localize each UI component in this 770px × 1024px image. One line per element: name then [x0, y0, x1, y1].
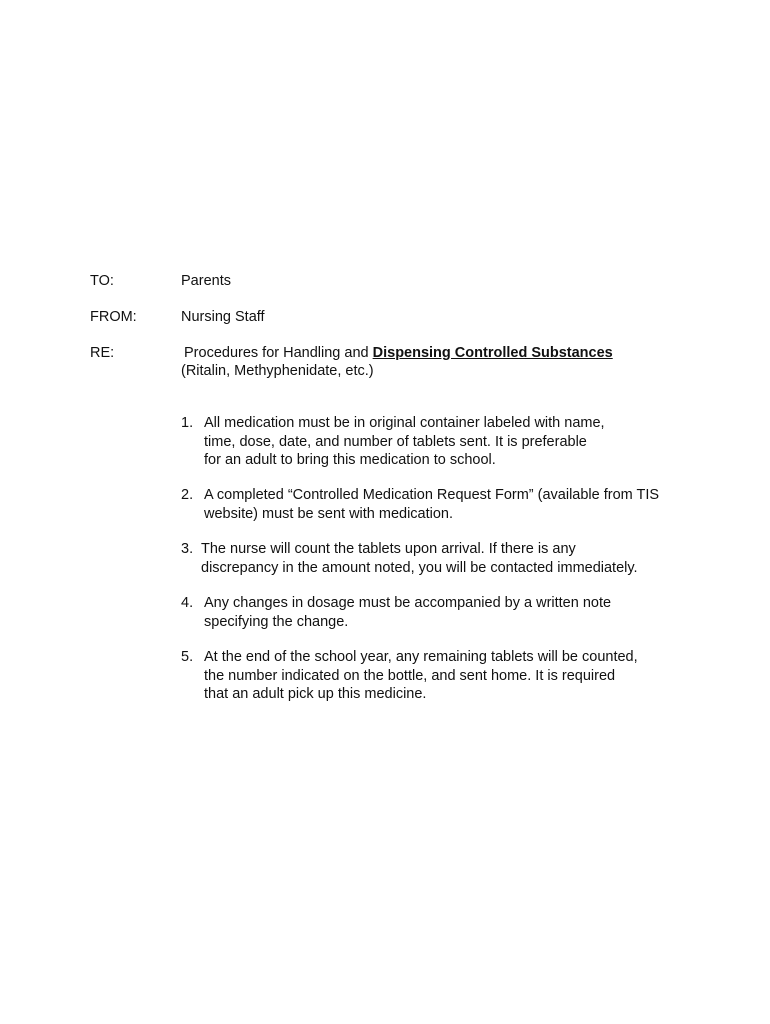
list-item-number: 1.: [181, 415, 194, 431]
to-value: Parents: [181, 273, 231, 289]
list-item-line: Any changes in dosage must be accompanied by a written note: [204, 595, 612, 611]
re-emphasis: Dispensing Controlled Substances: [372, 345, 613, 361]
list-item-line: discrepancy in the amount noted, you will be contacted immediately.: [201, 559, 638, 576]
list-item-line: The nurse will count the tablets upon arrival. If there is any: [201, 541, 576, 557]
re-subject: [184, 344, 613, 362]
list-item-text: [201, 540, 701, 577]
list-item-line: the number indicated on the bottle, and sent home. It is required: [204, 667, 616, 684]
list-item-text: [204, 486, 704, 523]
list-item-number: 2.: [181, 487, 194, 503]
list-item-line: for an adult to bring this medication to school.: [204, 452, 496, 468]
list-item-line: A completed “Controlled Medication Request Form” (available from TIS: [204, 487, 660, 503]
list-item-text: [204, 648, 704, 704]
list-item-line: website) must be sent with medication.: [204, 505, 454, 522]
list-item-line: time, dose, date, and number of tablets sent. It is preferable: [204, 433, 587, 450]
list-item-number: 3.: [181, 541, 194, 557]
list-item-number: 5.: [181, 649, 194, 665]
from-label: FROM:: [90, 309, 137, 325]
from-value: Nursing Staff: [181, 309, 265, 325]
list-item-line: specifying the change.: [204, 613, 349, 630]
list-item-line: At the end of the school year, any remaining tablets will be counted,: [204, 649, 638, 665]
list-item-text: [204, 594, 704, 631]
to-label: TO:: [90, 273, 114, 289]
list-item-line: All medication must be in original container labeled with name,: [204, 415, 605, 431]
re-subject-line2: (Ritalin, Methyphenidate, etc.): [181, 363, 374, 379]
re-prefix: Procedures for Handling and: [184, 345, 373, 361]
list-item-text: [204, 414, 704, 470]
re-label: RE:: [90, 345, 115, 361]
list-item-line: that an adult pick up this medicine.: [204, 686, 427, 702]
list-item-number: 4.: [181, 595, 194, 611]
